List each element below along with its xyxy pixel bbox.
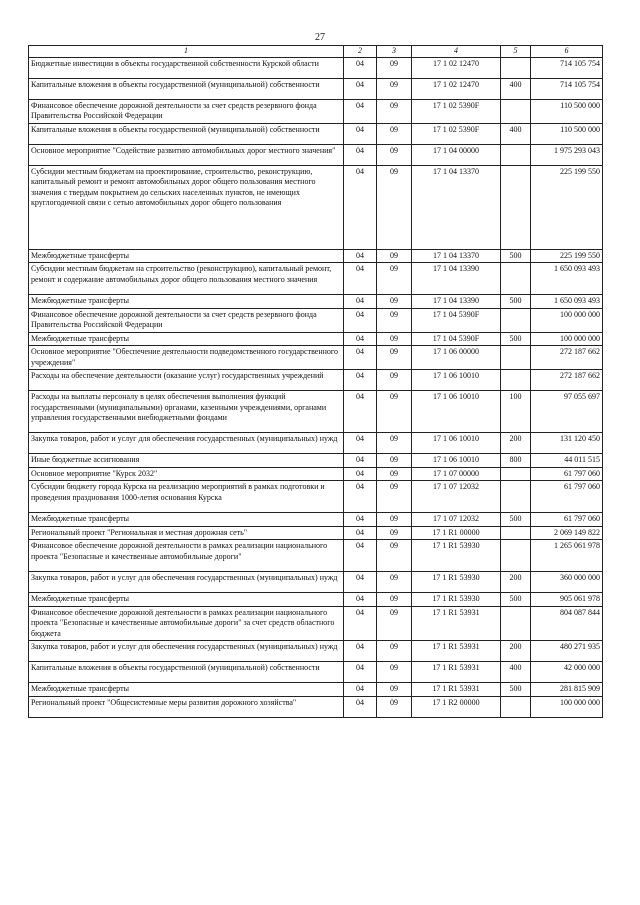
row-name-cell: Закупка товаров, работ и услуг для обеспечения государственных (муниципальных) нужд	[29, 433, 344, 454]
row-target-code-cell: 17 1 06 10010	[412, 370, 501, 391]
table-row	[29, 641, 603, 662]
row-section-cell: 04	[344, 606, 377, 641]
row-expense-type-cell	[501, 370, 531, 391]
row-subsection-cell: 09	[377, 99, 412, 123]
row-section-cell: 04	[344, 144, 377, 165]
row-subsection-cell: 09	[377, 481, 412, 513]
row-subsection-cell: 09	[377, 370, 412, 391]
row-section-cell: 04	[344, 481, 377, 513]
row-section-cell: 04	[344, 295, 377, 309]
row-subsection-cell: 09	[377, 165, 412, 249]
row-subsection-cell: 09	[377, 683, 412, 697]
table-row	[29, 513, 603, 527]
row-section-cell: 04	[344, 662, 377, 683]
table-row	[29, 526, 603, 540]
row-subsection-cell: 09	[377, 123, 412, 144]
row-target-code-cell: 17 1 04 13390	[412, 295, 501, 309]
row-name-cell: Субсидии местным бюджетам на проектирование, строительство, реконструкцию, капитальный ремонт и ремонт автомобильных дорог общего пользования местного значения с твердым покрытием до сельских населенных пунктов, не имеющих круглогодичной связи с сетью автомобильных дорог общего пользования	[29, 165, 344, 249]
row-target-code-cell: 17 1 R1 53930	[412, 540, 501, 572]
row-target-code-cell: 17 1 04 5390F	[412, 332, 501, 346]
row-name-cell: Межбюджетные трансферты	[29, 295, 344, 309]
row-section-cell: 04	[344, 249, 377, 263]
row-expense-type-cell: 100	[501, 391, 531, 433]
row-expense-type-cell	[501, 526, 531, 540]
row-amount-cell: 100 000 000	[531, 696, 603, 717]
header-col-5: 5	[501, 46, 531, 58]
row-expense-type-cell	[501, 308, 531, 332]
row-amount-cell: 905 061 978	[531, 593, 603, 607]
row-name-cell: Межбюджетные трансферты	[29, 249, 344, 263]
row-target-code-cell: 17 1 04 13370	[412, 249, 501, 263]
row-amount-cell: 1 265 061 978	[531, 540, 603, 572]
row-amount-cell: 97 055 697	[531, 391, 603, 433]
row-name-cell: Региональный проект "Общесистемные меры развития дорожного хозяйства"	[29, 696, 344, 717]
row-expense-type-cell: 400	[501, 662, 531, 683]
header-col-6: 6	[531, 46, 603, 58]
row-target-code-cell: 17 1 R1 53930	[412, 572, 501, 593]
row-amount-cell: 100 000 000	[531, 308, 603, 332]
row-amount-cell: 272 187 662	[531, 370, 603, 391]
row-subsection-cell: 09	[377, 295, 412, 309]
row-section-cell: 04	[344, 370, 377, 391]
row-amount-cell: 110 500 000	[531, 99, 603, 123]
header-col-4: 4	[412, 46, 501, 58]
row-section-cell: 04	[344, 454, 377, 468]
row-expense-type-cell	[501, 467, 531, 481]
row-amount-cell: 1 650 093 493	[531, 295, 603, 309]
row-target-code-cell: 17 1 07 12032	[412, 481, 501, 513]
table-row	[29, 78, 603, 99]
table-row	[29, 249, 603, 263]
row-subsection-cell: 09	[377, 641, 412, 662]
table-row	[29, 308, 603, 332]
budget-table	[28, 45, 603, 718]
row-name-cell: Межбюджетные трансферты	[29, 513, 344, 527]
row-section-cell: 04	[344, 696, 377, 717]
row-name-cell: Закупка товаров, работ и услуг для обеспечения государственных (муниципальных) нужд	[29, 641, 344, 662]
row-section-cell: 04	[344, 391, 377, 433]
row-section-cell: 04	[344, 433, 377, 454]
row-section-cell: 04	[344, 683, 377, 697]
header-col-3: 3	[377, 46, 412, 58]
row-section-cell: 04	[344, 308, 377, 332]
row-name-cell: Основное мероприятие "Обеспечение деятельности подведомственного государственного учреждения"	[29, 346, 344, 370]
table-row	[29, 391, 603, 433]
row-target-code-cell: 17 1 R1 53931	[412, 662, 501, 683]
row-subsection-cell: 09	[377, 57, 412, 78]
table-row	[29, 683, 603, 697]
table-row	[29, 481, 603, 513]
row-expense-type-cell: 400	[501, 78, 531, 99]
row-subsection-cell: 09	[377, 593, 412, 607]
row-amount-cell: 1 650 093 493	[531, 263, 603, 295]
row-target-code-cell: 17 1 04 13390	[412, 263, 501, 295]
row-expense-type-cell	[501, 57, 531, 78]
row-expense-type-cell	[501, 540, 531, 572]
table-row	[29, 696, 603, 717]
row-section-cell: 04	[344, 540, 377, 572]
row-amount-cell: 272 187 662	[531, 346, 603, 370]
table-row	[29, 370, 603, 391]
row-expense-type-cell: 500	[501, 513, 531, 527]
row-section-cell: 04	[344, 99, 377, 123]
row-name-cell: Капитальные вложения в объекты государственной (муниципальной) собственности	[29, 123, 344, 144]
row-expense-type-cell: 500	[501, 683, 531, 697]
row-expense-type-cell: 400	[501, 123, 531, 144]
row-name-cell: Капитальные вложения в объекты государственной (муниципальной) собственности	[29, 78, 344, 99]
row-name-cell: Межбюджетные трансферты	[29, 332, 344, 346]
row-target-code-cell: 17 1 04 13370	[412, 165, 501, 249]
row-amount-cell: 225 199 550	[531, 249, 603, 263]
row-name-cell: Закупка товаров, работ и услуг для обеспечения государственных (муниципальных) нужд	[29, 572, 344, 593]
row-subsection-cell: 09	[377, 346, 412, 370]
row-expense-type-cell	[501, 606, 531, 641]
row-target-code-cell: 17 1 02 5390F	[412, 99, 501, 123]
row-target-code-cell: 17 1 R1 00000	[412, 526, 501, 540]
row-section-cell: 04	[344, 165, 377, 249]
row-section-cell: 04	[344, 593, 377, 607]
row-target-code-cell: 17 1 06 10010	[412, 454, 501, 468]
row-name-cell: Региональный проект "Региональная и местная дорожная сеть"	[29, 526, 344, 540]
row-expense-type-cell: 200	[501, 572, 531, 593]
row-target-code-cell: 17 1 R1 53931	[412, 683, 501, 697]
row-subsection-cell: 09	[377, 696, 412, 717]
row-expense-type-cell: 500	[501, 593, 531, 607]
row-target-code-cell: 17 1 06 10010	[412, 433, 501, 454]
table-row	[29, 454, 603, 468]
row-amount-cell: 61 797 060	[531, 513, 603, 527]
row-target-code-cell: 17 1 R1 53931	[412, 606, 501, 641]
row-subsection-cell: 09	[377, 467, 412, 481]
row-amount-cell: 480 271 935	[531, 641, 603, 662]
row-name-cell: Финансовое обеспечение дорожной деятельности за счет средств резервного фонда Правительства Российской Федерации	[29, 308, 344, 332]
row-target-code-cell: 17 1 02 5390F	[412, 123, 501, 144]
table-row	[29, 99, 603, 123]
row-subsection-cell: 09	[377, 540, 412, 572]
row-expense-type-cell	[501, 99, 531, 123]
page-number: 27	[315, 32, 325, 43]
row-name-cell: Иные бюджетные ассигнования	[29, 454, 344, 468]
table-row	[29, 295, 603, 309]
row-amount-cell: 61 797 060	[531, 481, 603, 513]
table-row	[29, 123, 603, 144]
row-subsection-cell: 09	[377, 433, 412, 454]
table-row	[29, 144, 603, 165]
row-name-cell: Расходы на выплаты персоналу в целях обеспечения выполнения функций государственными (муниципальными) органами, казенными учреждениями, органами управления государственными внебюджетными фондами	[29, 391, 344, 433]
row-amount-cell: 360 000 000	[531, 572, 603, 593]
row-subsection-cell: 09	[377, 332, 412, 346]
row-section-cell: 04	[344, 526, 377, 540]
row-section-cell: 04	[344, 332, 377, 346]
row-name-cell: Субсидии бюджету города Курска на реализацию мероприятий в рамках подготовки и проведения празднования 1000-летия основания Курска	[29, 481, 344, 513]
row-subsection-cell: 09	[377, 513, 412, 527]
row-section-cell: 04	[344, 57, 377, 78]
row-expense-type-cell: 200	[501, 641, 531, 662]
row-amount-cell: 714 105 754	[531, 78, 603, 99]
row-expense-type-cell	[501, 346, 531, 370]
row-target-code-cell: 17 1 07 00000	[412, 467, 501, 481]
row-expense-type-cell	[501, 165, 531, 249]
row-expense-type-cell: 800	[501, 454, 531, 468]
table-row	[29, 593, 603, 607]
table-row	[29, 346, 603, 370]
table-row	[29, 662, 603, 683]
row-expense-type-cell: 500	[501, 295, 531, 309]
row-subsection-cell: 09	[377, 572, 412, 593]
row-subsection-cell: 09	[377, 526, 412, 540]
table-row	[29, 572, 603, 593]
row-amount-cell: 131 120 450	[531, 433, 603, 454]
row-target-code-cell: 17 1 07 12032	[412, 513, 501, 527]
row-subsection-cell: 09	[377, 662, 412, 683]
row-name-cell: Основное мероприятие "Курск 2032"	[29, 467, 344, 481]
table-header-row	[29, 46, 603, 58]
row-name-cell: Субсидии местным бюджетам на строительство (реконструкцию), капитальный ремонт, ремонт и содержание автомобильных дорог общего пользования местного значения	[29, 263, 344, 295]
row-subsection-cell: 09	[377, 454, 412, 468]
row-name-cell: Бюджетные инвестиции в объекты государственной собственности Курской области	[29, 57, 344, 78]
row-subsection-cell: 09	[377, 144, 412, 165]
row-name-cell: Капитальные вложения в объекты государственной (муниципальной) собственности	[29, 662, 344, 683]
row-amount-cell: 1 975 293 043	[531, 144, 603, 165]
row-target-code-cell: 17 1 06 00000	[412, 346, 501, 370]
row-target-code-cell: 17 1 R1 53931	[412, 641, 501, 662]
row-name-cell: Межбюджетные трансферты	[29, 593, 344, 607]
row-amount-cell: 2 069 149 822	[531, 526, 603, 540]
table-row	[29, 540, 603, 572]
row-expense-type-cell: 200	[501, 433, 531, 454]
row-section-cell: 04	[344, 467, 377, 481]
row-expense-type-cell: 500	[501, 249, 531, 263]
header-col-2: 2	[344, 46, 377, 58]
row-target-code-cell: 17 1 02 12470	[412, 57, 501, 78]
table-row	[29, 332, 603, 346]
header-col-1: 1	[29, 46, 344, 58]
table-row	[29, 433, 603, 454]
row-amount-cell: 281 815 909	[531, 683, 603, 697]
row-amount-cell: 44 011 515	[531, 454, 603, 468]
row-amount-cell: 110 500 000	[531, 123, 603, 144]
row-subsection-cell: 09	[377, 263, 412, 295]
row-name-cell: Основное мероприятие "Содействие развитию автомобильных дорог местного значения"	[29, 144, 344, 165]
table-body	[29, 57, 603, 717]
table-row	[29, 165, 603, 249]
row-name-cell: Расходы на обеспечение деятельности (оказание услуг) государственных учреждений	[29, 370, 344, 391]
row-expense-type-cell	[501, 696, 531, 717]
row-section-cell: 04	[344, 263, 377, 295]
table-row	[29, 263, 603, 295]
row-name-cell: Финансовое обеспечение дорожной деятельности в рамках реализации национального проекта "Безопасные и качественные автомобильные дороги"	[29, 540, 344, 572]
row-name-cell: Финансовое обеспечение дорожной деятельности в рамках реализации национального проекта "Безопасные и качественные автомобильные дороги" за счет средств областного бюджета	[29, 606, 344, 641]
row-section-cell: 04	[344, 346, 377, 370]
row-section-cell: 04	[344, 572, 377, 593]
row-amount-cell: 100 000 000	[531, 332, 603, 346]
row-expense-type-cell	[501, 144, 531, 165]
row-target-code-cell: 17 1 R2 00000	[412, 696, 501, 717]
row-subsection-cell: 09	[377, 78, 412, 99]
row-expense-type-cell	[501, 263, 531, 295]
row-amount-cell: 61 797 060	[531, 467, 603, 481]
row-target-code-cell: 17 1 R1 53930	[412, 593, 501, 607]
row-expense-type-cell: 500	[501, 332, 531, 346]
row-target-code-cell: 17 1 04 00000	[412, 144, 501, 165]
row-target-code-cell: 17 1 06 10010	[412, 391, 501, 433]
row-amount-cell: 804 087 844	[531, 606, 603, 641]
row-section-cell: 04	[344, 513, 377, 527]
row-name-cell: Межбюджетные трансферты	[29, 683, 344, 697]
row-section-cell: 04	[344, 123, 377, 144]
row-subsection-cell: 09	[377, 308, 412, 332]
row-amount-cell: 225 199 550	[531, 165, 603, 249]
row-subsection-cell: 09	[377, 249, 412, 263]
table-row	[29, 467, 603, 481]
row-subsection-cell: 09	[377, 606, 412, 641]
row-target-code-cell: 17 1 04 5390F	[412, 308, 501, 332]
row-section-cell: 04	[344, 78, 377, 99]
row-expense-type-cell	[501, 481, 531, 513]
table-row	[29, 606, 603, 641]
row-name-cell: Финансовое обеспечение дорожной деятельности за счет средств резервного фонда Правительства Российской Федерации	[29, 99, 344, 123]
row-amount-cell: 714 105 754	[531, 57, 603, 78]
row-subsection-cell: 09	[377, 391, 412, 433]
row-section-cell: 04	[344, 641, 377, 662]
row-target-code-cell: 17 1 02 12470	[412, 78, 501, 99]
row-amount-cell: 42 000 000	[531, 662, 603, 683]
table-row	[29, 57, 603, 78]
